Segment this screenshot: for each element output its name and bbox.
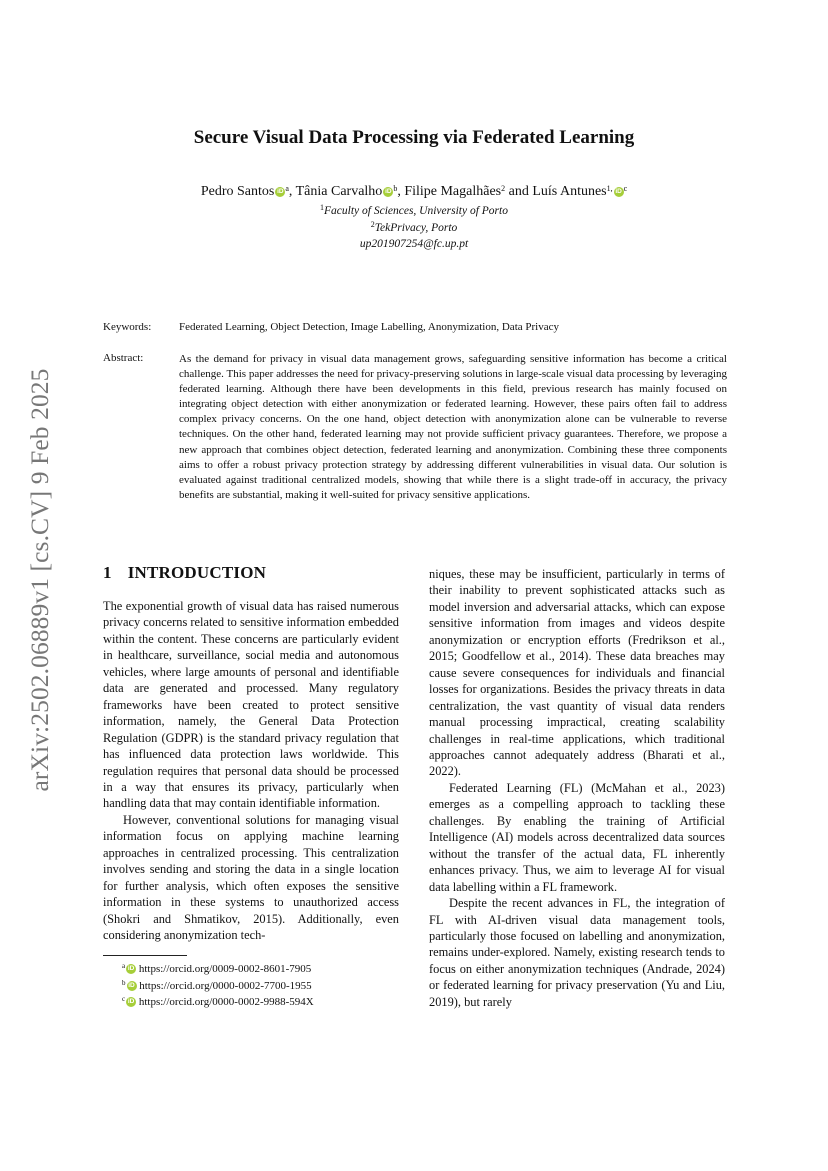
keywords-text: Federated Learning, Object Detection, Image Labelling, Anonymization, Data Privacy [179, 321, 559, 333]
paragraph: Despite the recent advances in FL, the integration of FL with AI-driven visual data management tools, particularly those focused on labelling and anonymization, remains under-explored. Namely, existing research tends to focus on either anonymization techniques (Andrade, 2024) or federated learning for privacy preservation (Yu and Liu, 2019), but rarely [429, 896, 725, 1009]
orcid-icon: iD [127, 998, 135, 1006]
author-mark: c [623, 184, 628, 193]
footnote-mark: a [122, 962, 126, 970]
section-heading [103, 563, 266, 583]
affiliation-2 [0, 222, 828, 234]
author-name: Pedro Santos [200, 184, 275, 199]
author-separator: , [397, 184, 405, 199]
author-name: Filipe Magalhães [404, 184, 502, 199]
author-1 [201, 184, 296, 199]
right-column [429, 566, 725, 1010]
paragraph: The exponential growth of visual data has raised numerous privacy concerns related to sensitive information embedded within the content. These concerns are particularly evident in healthcare, surveillance, social media and autonomous vehicles, where large amounts of personal and identifiable data are generated and processed. Many regulatory frameworks have been created to protect sensitive information, namely, the General Data Protection Regulation (GDPR) is the standard privacy regulation that has influenced data protection laws worldwide. This regulation requires that personal data should be processed in a way that ensures its privacy, particularly when handling data that may contain identifiable information. [103, 599, 399, 811]
section-title: INTRODUCTION [127, 563, 267, 582]
affiliation-number: 2 [370, 220, 375, 229]
orcid-icon[interactable]: iD [615, 188, 622, 195]
footnote-item [122, 961, 314, 978]
affiliation-text: TekPrivacy, Porto [374, 222, 458, 234]
author-name: Luís Antunes [532, 184, 607, 199]
affiliation-1 [0, 205, 828, 217]
orcid-icon[interactable]: iD [277, 188, 284, 195]
author-affiliation-mark: 1, [606, 184, 613, 193]
paragraph: Federated Learning (FL) (McMahan et al., 2023) emerges as a compelling approach to tackling these challenges. By enabling the training of Artificial Intelligence (AI) models across decentralized data sources without the transfer of the actual data, FL inherently enhances privacy. Thus, we aim to leverage AI for visual data labelling within a FL framework. [429, 780, 725, 894]
contact-email[interactable]: up201907254@fc.up.pt [359, 238, 469, 250]
author-3 [404, 184, 532, 199]
author-mark: a [285, 184, 289, 193]
author-4 [532, 184, 627, 199]
orcid-icon: iD [128, 981, 135, 989]
arxiv-identifier [10, 300, 70, 860]
author-name: Tânia Carvalho [295, 184, 383, 199]
paragraph: However, conventional solutions for managing visual information focus on applying machine learning approaches in centralized processing. This centralization involves sending and storing the data in a single location for further analysis, which often exposes the sensitive information in these systems to unauthorized access (Shokri and Shmatikov, 2015). Additionally, even considering anonymization tech- [103, 812, 399, 943]
affiliation-number: 1 [320, 203, 325, 212]
footnote-mark: b [122, 978, 126, 987]
left-column [103, 598, 399, 944]
footnote-divider [103, 955, 187, 956]
author-list [0, 184, 828, 200]
orcid-icon[interactable]: iD [385, 188, 392, 195]
footnote-item [122, 978, 314, 995]
paragraph: niques, these may be insufficient, particularly in terms of their inability to prevent sophisticated attacks such as model inversion and adversarial attacks, which can expose sensitive information from images and videos despite anonymization or encryption efforts (Fredrikson et al., 2015; Goodfellow et al., 2014). These data breaches may cause severe consequences for individuals and financial losses for organizations. Besides the privacy threats in data centralization, the vast quantity of visual data renders manual processing impractical, creating scalability challenges in real-time applications, which traditional approaches cannot adequately address (Bharati et al., 2022). [429, 567, 725, 779]
footnotes [122, 961, 314, 1011]
section-number: 1 [103, 563, 112, 582]
footnote-mark: c [122, 995, 126, 1004]
author-affiliation-mark: 2 [501, 184, 506, 193]
affiliation-text: Faculty of Sciences, University of Porto [324, 205, 508, 217]
abstract-text: As the demand for privacy in visual data management grows, safeguarding sensitive information has become a critical challenge. This paper addresses the need for privacy-preserving solutions in large-scale visual data processing by leveraging federated learning. Although there have been developments in this field, previous research has mainly focused on integrating object detection with either anonymization or federated learning. However, these pairs often fail to address complex privacy concerns. On the one hand, object detection with anonymization alone can be vulnerable to reverse techniques. On the other hand, federated learning may not provide sufficient privacy guarantees. Therefore, we propose a new approach that combines object detection, federated learning and anonymization. Combining these three components aims to offer a robust privacy protection strategy by addressing different vulnerabilities in visual data. Our solution is evaluated against traditional centralized models, showing that while there is a slight trade-off in accuracy, the privacy benefits are substantial, making it well-suited for privacy sensitive applications. [179, 353, 727, 501]
author-separator: , [288, 184, 296, 199]
footnote-link[interactable]: https://orcid.org/0000-0002-9988-594X [138, 996, 314, 1009]
abstract-label: Abstract: [103, 352, 144, 364]
footnote-link[interactable]: https://orcid.org/0009-0002-8601-7905 [138, 963, 312, 975]
orcid-icon: iD [127, 965, 135, 972]
footnote-link[interactable]: https://orcid.org/0000-0002-7700-1955 [139, 979, 312, 992]
author-separator: and [505, 184, 533, 199]
paper-title: Secure Visual Data Processing via Federated Learning [193, 127, 635, 148]
arxiv-identifier-text: arXiv:2502.06889v1 [cs.CV] 9 Feb 2025 [25, 368, 54, 792]
keywords-label: Keywords: [103, 321, 152, 333]
footnote-item [122, 994, 314, 1011]
author-2 [296, 184, 405, 199]
author-mark: b [393, 184, 398, 193]
